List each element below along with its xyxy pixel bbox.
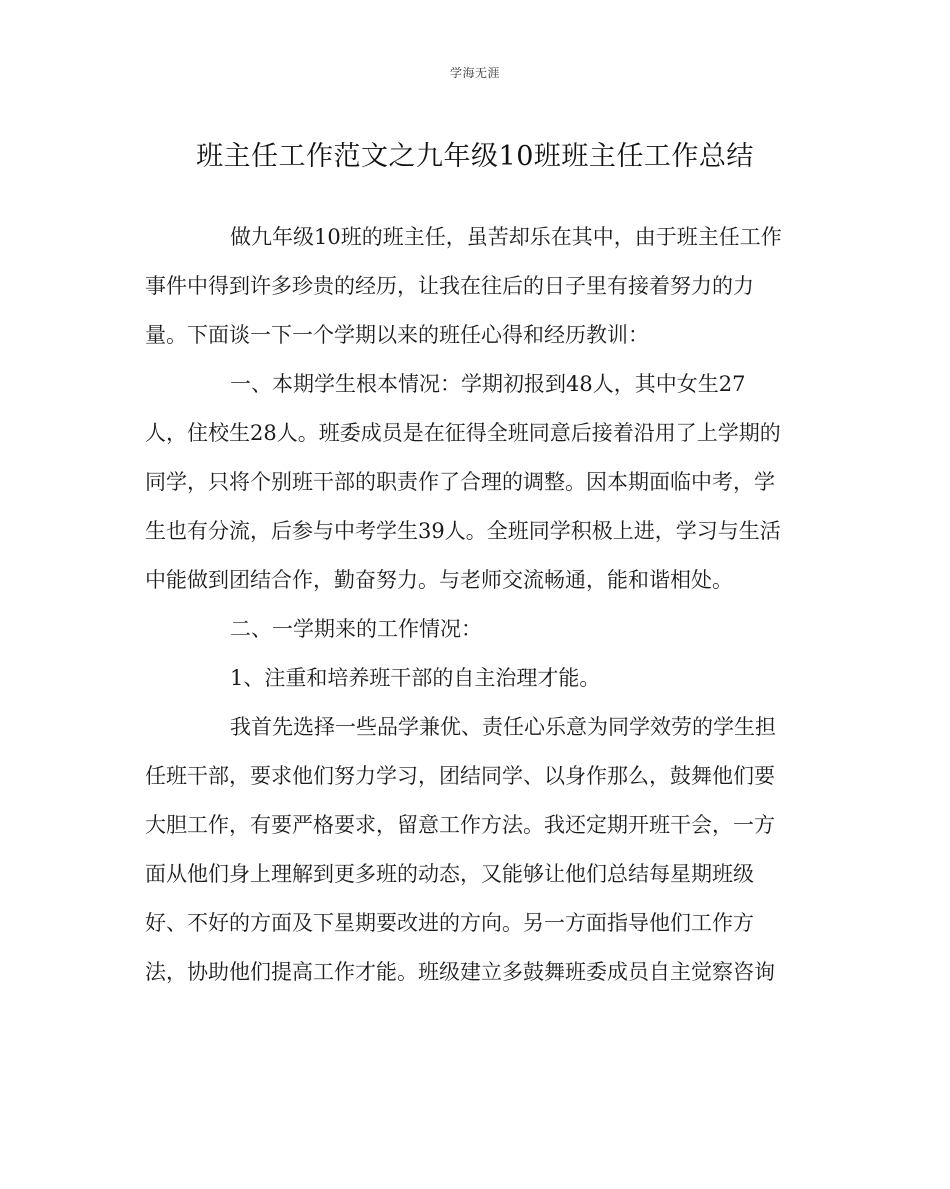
- body-line: 大胆工作，有要严格要求，留意工作方法。我还定期开班干会，一方: [145, 813, 775, 837]
- document-title: 班主任工作范文之九年级10班班主任工作总结: [196, 141, 754, 172]
- body-line: 人，住校生28人。班委成员是在征得全班同意后接着沿用了上学期的: [145, 421, 781, 445]
- body-line: 做九年级10班的班主任，虽苦却乐在其中，由于班主任工作: [230, 225, 782, 249]
- body-line: 面从他们身上理解到更多班的动态，又能够让他们总结每星期班级: [145, 862, 754, 886]
- body-line: 生也有分流，后参与中考学生39人。全班同学积极上进，学习与生活: [145, 519, 781, 543]
- page-header: 学海无涯: [449, 66, 500, 80]
- body-line: 事件中得到许多珍贵的经历，让我在往后的日子里有接着努力的力: [145, 274, 754, 298]
- body-line: 好、不好的方面及下星期要改进的方向。另一方面指导他们工作方: [145, 911, 754, 935]
- body-line: 1、注重和培养班干部的自主治理才能。: [230, 666, 601, 690]
- body-line: 同学，只将个别班干部的职责作了合理的调整。因本期面临中考，学: [145, 470, 775, 494]
- body-line: 量。下面谈一下一个学期以来的班任心得和经历教训：: [145, 323, 649, 347]
- document-body: [145, 218, 815, 1002]
- body-line: 法，协助他们提高工作才能。班级建立多鼓舞班委成员自主觉察咨询: [145, 960, 775, 984]
- body-line: 一、本期学生根本情况：学期初报到48人，其中女生27: [230, 372, 746, 396]
- body-line: 任班干部，要求他们努力学习，团结同学、以身作那么，鼓舞他们要: [145, 764, 775, 788]
- body-line: 中能做到团结合作，勤奋努力。与老师交流畅通，能和谐相处。: [145, 568, 733, 592]
- body-line: 我首先选择一些品学兼优、责任心乐意为同学效劳的学生担: [230, 715, 776, 739]
- body-line: 二、一学期来的工作情况：: [230, 617, 482, 641]
